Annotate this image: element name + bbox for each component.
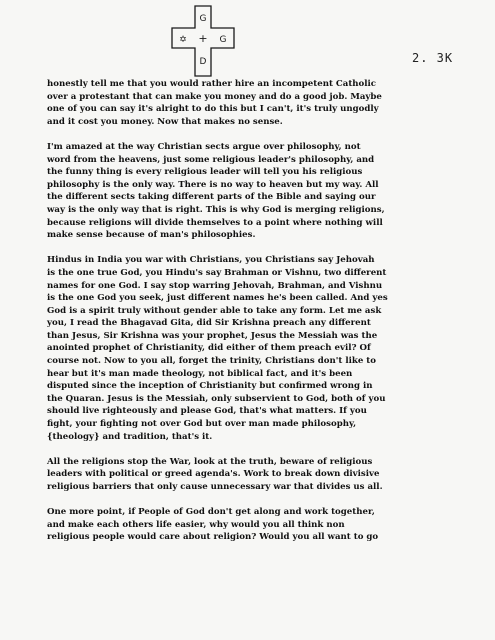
logo-letter-left: ✡ xyxy=(179,35,187,45)
paragraph: Hindus in India you war with Christians, you Christians say Jehovah is the one true God, you Hindu's say Brahman or Vishnu, two different names for one God. I say stop warring Jehovah, Brahman, and Vishnu is the one God you seek, just different names he's been called. And yes God is a spirit truly without gender able to take any form. Let me ask you, I read the Bhagavad Gita, did Sir Krishna preach any different than Jesus, Sir Krishna was your prophet, Jesus the Messiah was the anointed prophet of Christianity, did either of them preach evil? Of course not. Now to you all, forget the trinity, Christians don't like to hear but it's man made theology, not biblical fact, and it's been disputed since the inception of Christianity but confirmed wrong in the Quaran. Jesus is the Messiah, only subservient to God, both of you should live righteously and please God, that's what matters. If you fight, your fighting not over God but over man made philosophy, {theology} and tradition, that's it. xyxy=(47,255,388,442)
logo-letter-top: G xyxy=(199,14,207,24)
document-body xyxy=(47,78,467,544)
paragraph: honestly tell me that you would rather hire an incompetent Catholic over a protestant that can make you money and do a good job. Maybe one of you can say it's alright to do this but I can't, it's truly ungodly and it cost you money. Now that makes no sense. xyxy=(47,79,382,127)
logo-letter-bottom: D xyxy=(199,57,207,67)
logo-letter-right: G xyxy=(219,35,227,45)
paragraph: All the religions stop the War, look at the truth, beware of religious leaders with political or greed agenda's. Work to break down divisive religious barriers that only cause unnecessary war that divides us all. xyxy=(47,456,383,492)
paragraph: I'm amazed at the way Christian sects argue over philosophy, not word from the heavens, just some religious leader's philosophy, and the funny thing is every religious leader will tell you his religious philosophy is the only way. There is no way to heaven but my way. All the different sects taking different parts of the Bible and saying our way is the only way that is right. This is why God is merging religions, because religions will divide themselves to a point where nothing will make sense because of man's philosophies. xyxy=(47,141,385,241)
logo-letter-center: + xyxy=(198,32,208,45)
cross-logo-icon xyxy=(168,4,238,78)
paragraph: One more point, if People of God don't get along and work together, and make each others life easier, why would you all think non religious people would care about religion? Would you all want to go xyxy=(47,507,379,543)
page-number: 2. 3K xyxy=(412,51,454,65)
